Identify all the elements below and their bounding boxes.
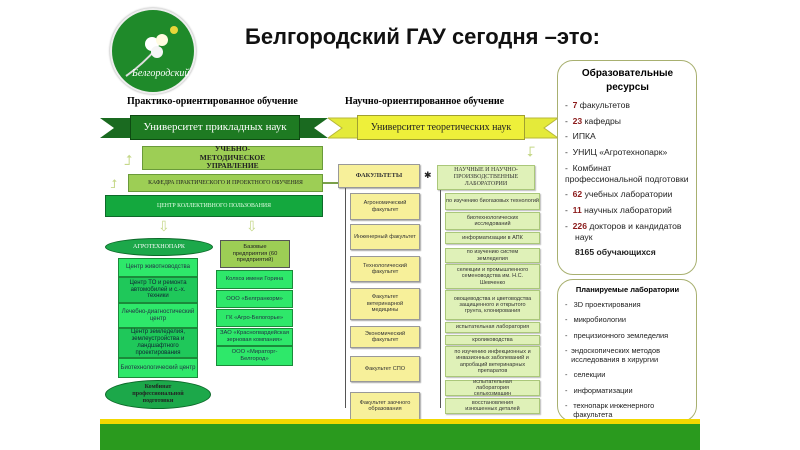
resources-title: Образовательные ресурсы <box>581 68 674 93</box>
arrow-icon: ⮥ <box>124 152 133 168</box>
lab-item: по изучению систем земледелия <box>445 248 540 263</box>
umu-box: УЧЕБНО-МЕТОДИЧЕСКОЕ УПРАВЛЕНИЕ <box>142 146 323 170</box>
lab-item: по изучению биогазовых технологий <box>445 193 540 210</box>
planned-labs-panel <box>557 279 697 422</box>
left-heading: Практико-ориентированное обучение <box>127 96 298 107</box>
resource-item: - 11 научных лабораторий <box>565 205 672 216</box>
faculty-tree-line <box>345 188 346 408</box>
faculty-item: Инженерный факультет <box>350 224 420 250</box>
resource-item: - УНИЦ «Агротехнопарк» <box>565 147 668 158</box>
arrow-icon: ⮥ <box>110 177 118 191</box>
company-item: ЗАО «Красногвардейская зерновая компания» <box>216 328 293 346</box>
company-item: ООО «Мираторг-Белгород» <box>216 346 293 366</box>
lab-item: по изучению инфекционных и инвазионных заболеваний и апробаций ветеринарных препаратов <box>445 346 540 377</box>
kombinat-ellipse: Комбинат профессиональной подготовки <box>105 380 211 409</box>
faculty-item: Факультет ветеринарной медицины <box>350 288 420 320</box>
center-item: Центр животноводства <box>118 258 198 277</box>
resource-item: - 62 учебных лаборатории <box>565 189 673 200</box>
down-arrow-icon: ⇩ <box>246 218 258 234</box>
planned-title: Планируемые лаборатории <box>575 285 680 294</box>
lab-item: восстановления изношенных деталей <box>445 398 540 414</box>
agrotechnopark-ellipse: АГРОТЕХНОПАРК <box>105 238 213 256</box>
company-item: ГК «Агро-Белогорье» <box>216 309 293 327</box>
faculty-item: Факультет СПО <box>350 356 420 382</box>
lab-item: кролиководства <box>445 335 540 345</box>
students-count: 8165 обучающихся <box>575 247 656 258</box>
faculty-item: Экономический факультет <box>350 326 420 348</box>
down-arrow-icon: ⇩ <box>158 218 170 234</box>
applied-sciences-ribbon: Университет прикладных наук <box>130 115 300 140</box>
company-item: Колхоз имени Горина <box>216 270 293 289</box>
resource-item: - 23 кафедры <box>565 115 621 126</box>
planned-item: - эндоскопических методов исследования в хирургии <box>565 345 660 364</box>
center-item: Центр ТО и ремонта автомобилей и с.-х. техники <box>118 277 198 303</box>
lab-item: биотехнологических исследований <box>445 212 540 230</box>
lab-item: информатизации в АПК <box>445 232 540 244</box>
link-icon: ✱ <box>424 170 432 180</box>
center-item: Биотехнологический центр <box>118 358 198 378</box>
lab-item: овощеводства и цветоводства защищенного и открытого грунта, клонирования <box>445 290 540 320</box>
resource-item: - 226 докторов и кандидатов наук <box>565 220 682 242</box>
lab-item: испытательная лаборатория <box>445 322 540 333</box>
resource-item: - ИПКА <box>565 131 596 142</box>
base-enterprises-box: Базовые предприятия (60 предприятий) <box>220 240 290 268</box>
svg-text:Белгородский: Белгородский <box>132 68 190 79</box>
ckp-box: ЦЕНТР КОЛЛЕКТИВНОГО ПОЛЬЗОВАНИЯ <box>105 195 323 217</box>
faculty-item: Агрономический факультет <box>350 193 420 220</box>
lab-tree-line <box>440 190 441 408</box>
theoretical-sciences-ribbon: Университет теоретических наук <box>357 115 525 140</box>
planned-item: - технопарк инженерного факультета <box>565 400 655 419</box>
logo <box>110 8 196 94</box>
center-item: Лечебно-диагностический центр <box>118 303 198 328</box>
planned-item: - селекции <box>565 370 606 380</box>
company-item: ООО «Белгранкорм» <box>216 290 293 308</box>
page-title: Белгородский ГАУ сегодня –это: <box>245 24 600 49</box>
resources-panel <box>557 60 697 275</box>
lab-item: селекции и промышленного семеноводства им. Н.С. Шевченко <box>445 264 540 289</box>
planned-item: - микробиологии <box>565 315 627 325</box>
resource-item: - Комбинат профессиональной подготовки <box>565 162 689 184</box>
faculty-item: Факультет заочного образования <box>350 392 420 420</box>
resource-item: - 7 факультетов <box>565 100 630 110</box>
planned-item: - 3D проектирования <box>565 300 641 309</box>
right-heading: Научно-ориентированное обучение <box>345 96 505 107</box>
center-item: Центр земледелия, землеустройства и ландшафтного проектирования <box>118 328 198 358</box>
planned-item: - прецизионного земледелия <box>565 330 669 340</box>
footer-green-band <box>100 424 700 450</box>
planned-item: - информатизации <box>565 385 633 395</box>
kafedra-box: КАФЕДРА ПРАКТИЧЕСКОГО И ПРОЕКТНОГО ОБУЧЕНИЯ <box>128 174 323 192</box>
lab-item: испытательная лаборатория сельхозмашин <box>445 380 540 396</box>
arrow-icon: ⮦ <box>527 143 536 159</box>
connector-line <box>323 182 339 184</box>
faculty-item: Технологический факультет <box>350 256 420 282</box>
flower-icon <box>112 10 198 96</box>
faculties-title: ФАКУЛЬТЕТЫ <box>338 164 420 188</box>
labs-title: НАУЧНЫЕ И НАУЧНО-ПРОИЗВОДСТВЕННЫЕ ЛАБОРАТОРИИ <box>437 165 535 190</box>
